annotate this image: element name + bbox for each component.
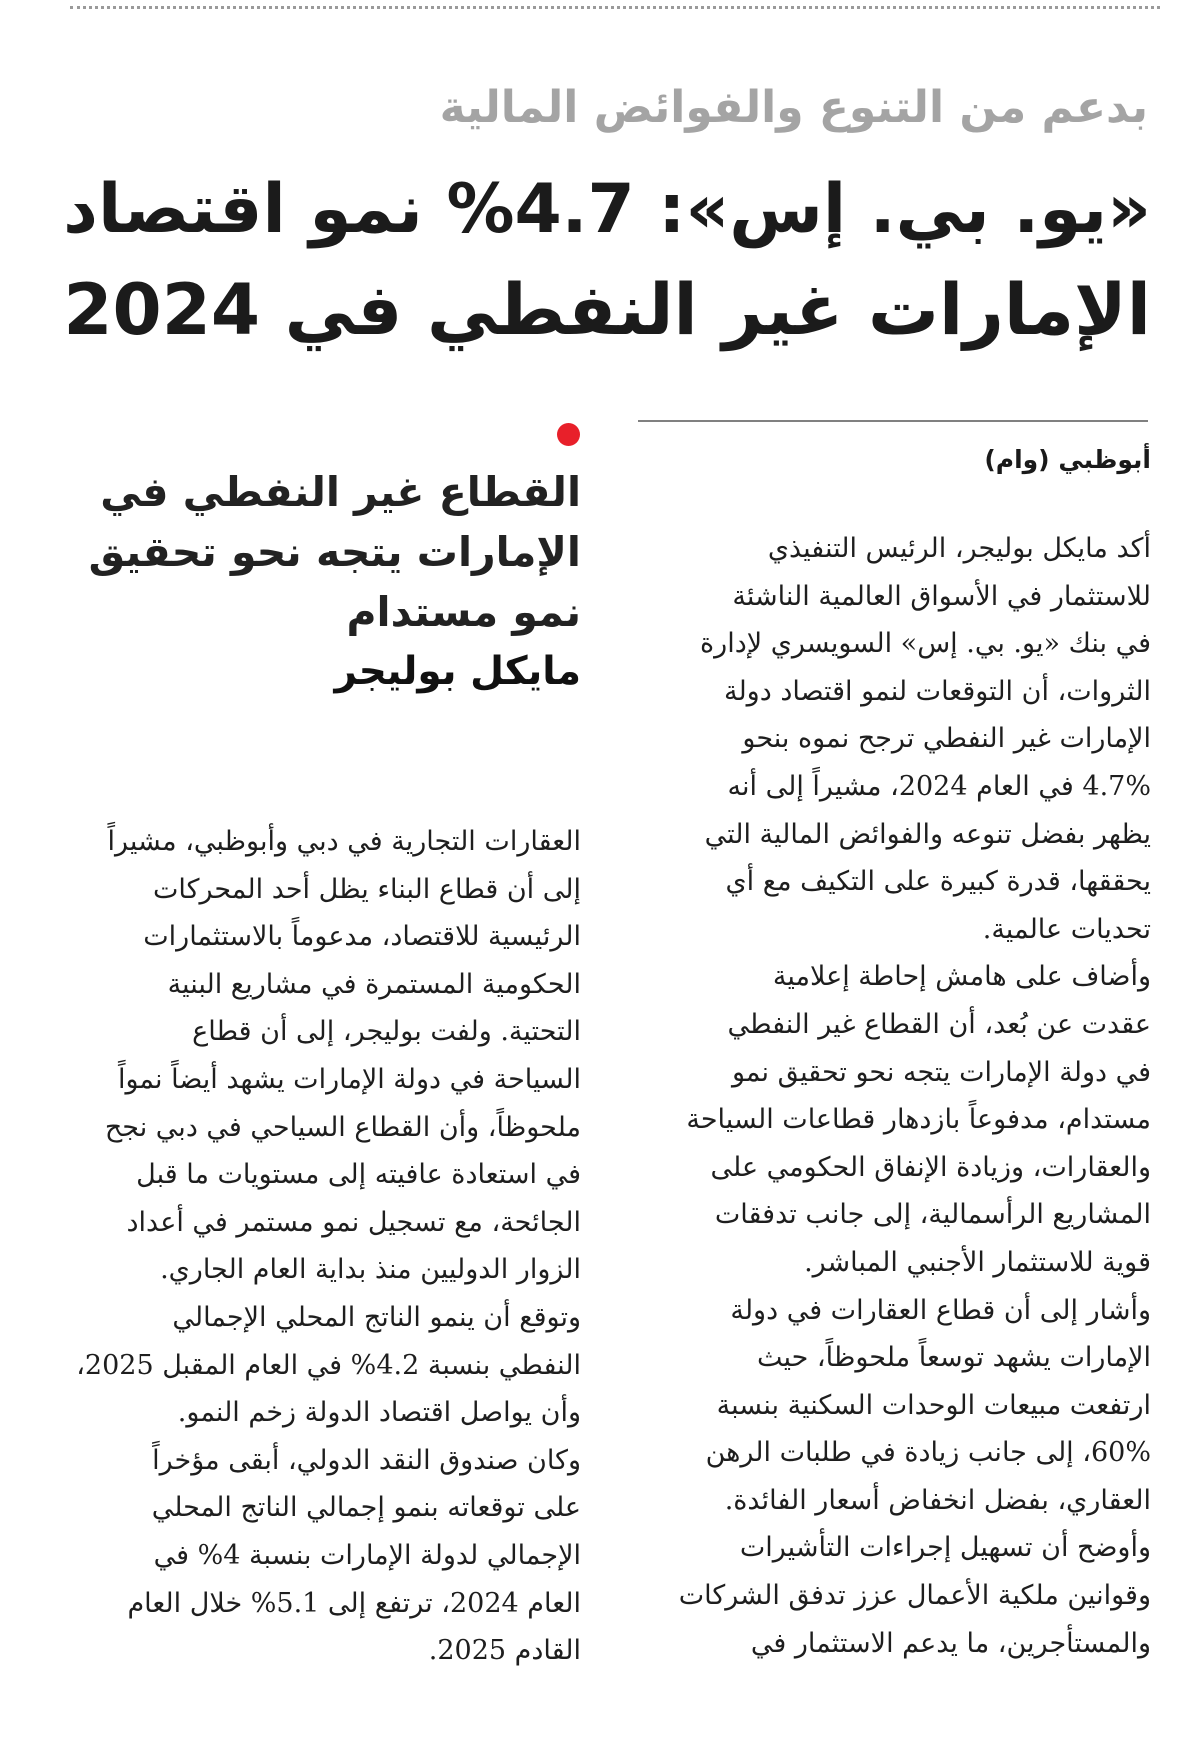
body-text-line: والعقارات، وزيادة الإنفاق الحكومي على [710,1151,1151,1183]
headline [41,160,1151,360]
body-text-line: ارتفعت مبيعات الوحدات السكنية بنسبة [716,1389,1151,1421]
body-text-line: وأوضح أن تسهيل إجراءات التأشيرات [739,1532,1151,1564]
headline-line: «يو. بي. إس»: 4.7% نمو اقتصاد [63,170,1151,249]
body-text-line: الحكومية المستمرة في مشاريع البنية [167,968,581,1000]
body-text-line: على توقعاته بنمو إجمالي الناتج المحلي [151,1492,581,1524]
body-text-line: إلى أن قطاع البناء يظل أحد المحركات [152,873,581,905]
body-text-line: مستدام، مدفوعاً بازدهار قطاعات السياحة [686,1104,1151,1136]
body-text-line: يحققها، قدرة كبيرة على التكيف مع أي [725,866,1151,898]
body-text-line: الزوار الدوليين منذ بداية العام الجاري. [160,1254,581,1286]
body-text-line: عقدت عن بُعد، أن القطاع غير النفطي [727,1008,1151,1040]
pullquote-author: مايكل بوليجر [334,649,581,694]
body-text-line: العام 2024، ترتفع إلى 5.1% خلال العام [127,1587,581,1619]
pullquote [61,462,581,702]
body-text-line: 4.7% في العام 2024، مشيراً إلى أنه [727,770,1151,802]
body-text-line: الجائحة، مع تسجيل نمو مستمر في أعداد [126,1206,581,1238]
body-text-line: في دولة الإمارات يتجه نحو تحقيق نمو [731,1056,1151,1088]
body-text-line: وكان صندوق النقد الدولي، أبقى مؤخراً [152,1444,581,1476]
body-text-line: أكد مايكل بوليجر، الرئيس التنفيذي [767,533,1151,564]
body-text-line: قوية للاستثمار الأجنبي المباشر. [804,1246,1151,1278]
body-text-line: ملحوظاً، وأن القطاع السياحي في دبي نجح [104,1111,581,1143]
top-dotted-border [70,6,1160,9]
body-text-line: وأضاف على هامش إحاطة إعلامية [772,961,1151,993]
body-text-line: وقوانين ملكية الأعمال عزز تدفق الشركات [678,1580,1151,1612]
kicker: بدعم من التنوع والفوائض المالية [439,82,1148,133]
body-text-line: العقاري، بفضل انخفاض أسعار الفائدة. [724,1484,1151,1516]
body-text-line: يظهر بفضل تنوعه والفوائض المالية التي [704,818,1151,850]
body-text-line: الثروات، أن التوقعات لنمو اقتصاد دولة [723,675,1151,707]
body-text-line: العقارات التجارية في دبي وأبوظبي، مشيراً [107,826,581,857]
body-text-line: التحتية. ولفت بوليجر، إلى أن قطاع [192,1016,581,1048]
pullquote-line: القطاع غير النفطي في [100,468,581,516]
body-text-line: الرئيسية للاقتصاد، مدعوماً بالاستثمارات [143,921,581,953]
pullquote-line: نمو مستدام [346,588,581,636]
body-text-line: للاستثمار في الأسواق العالمية الناشئة [732,580,1151,612]
body-text-line: وأشار إلى أن قطاع العقارات في دولة [730,1294,1151,1326]
headline-line: الإمارات غير النفطي في 2024 [63,268,1151,351]
body-text-line: وتوقع أن ينمو الناتج المحلي الإجمالي [172,1301,581,1333]
body-text-line: في بنك «يو. بي. إس» السويسري لإدارة [700,628,1151,660]
body-column-right [633,525,1151,1667]
body-text-line: المشاريع الرأسمالية، إلى جانب تدفقات [714,1199,1151,1231]
dateline: أبوظبي (وام) [984,445,1151,474]
pullquote-line: الإمارات يتجه نحو تحقيق [88,528,581,576]
body-text-line: والمستأجرين، ما يدعم الاستثمار في [750,1627,1151,1659]
pullquote-dot [557,423,580,446]
body-text-line: النفطي بنسبة 4.2% في العام المقبل 2025، [76,1349,581,1381]
body-text-line: السياحة في دولة الإمارات يشهد أيضاً نمواً [117,1063,581,1095]
body-text-line: الإجمالي لدولة الإمارات بنسبة 4% في [153,1539,581,1571]
body-text-line: 60%، إلى جانب زيادة في طلبات الرهن [705,1437,1151,1469]
body-column-left [61,818,581,1675]
body-text-line: القادم 2025. [428,1635,581,1667]
body-text-line: في استعادة عافيته إلى مستويات ما قبل [136,1159,581,1191]
column-rule [638,420,1148,422]
body-text-line: وأن يواصل اقتصاد الدولة زخم النمو. [177,1397,581,1429]
body-text-line: تحديات عالمية. [982,913,1151,945]
body-text-line: الإمارات غير النفطي ترجح نموه بنحو [742,723,1151,755]
body-text-line: الإمارات يشهد توسعاً ملحوظاً، حيث [757,1342,1151,1374]
